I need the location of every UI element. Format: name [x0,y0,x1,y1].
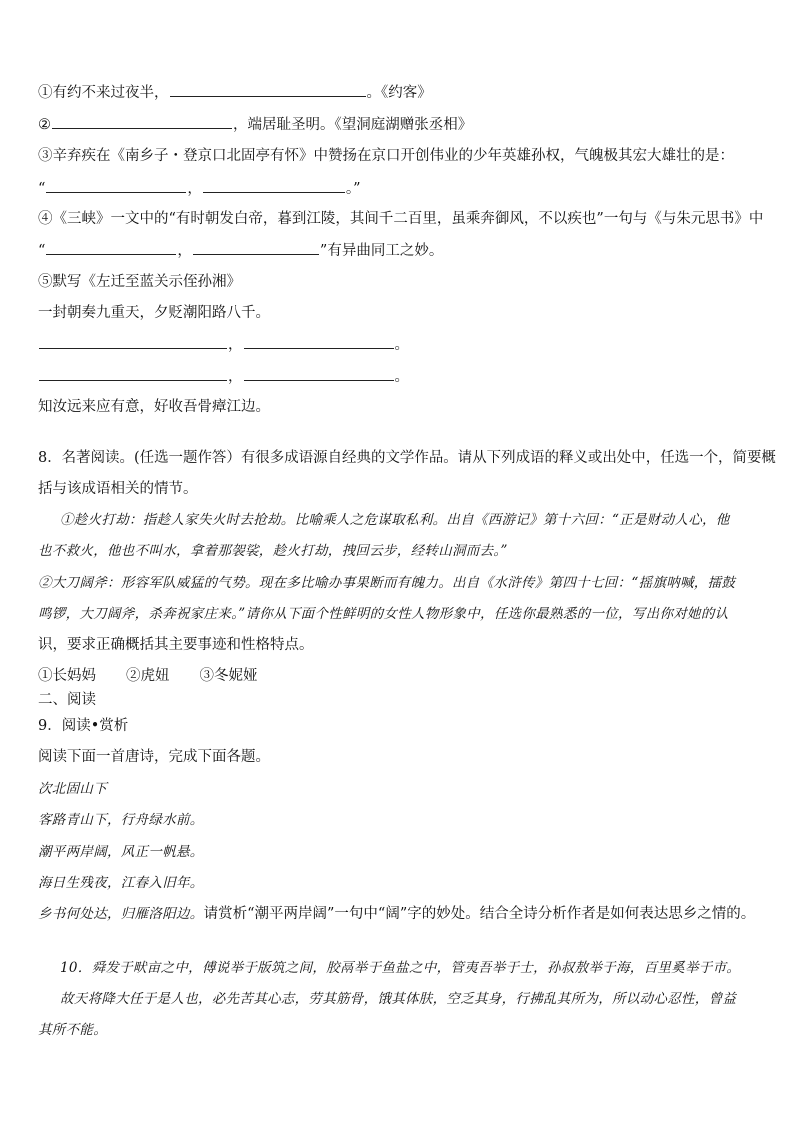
q7-line-11: 知汝远来应有意，好收吾骨瘴江边。 [38,399,270,415]
answer-blank [244,334,394,349]
answer-blank [193,240,319,255]
q10-line-3: 其所不能。 [38,1022,107,1038]
option-2: ②虎妞 [126,668,170,684]
q9-intro: 阅读下面一首唐诗，完成下面各题。 [38,749,270,765]
q9-title: 9．阅读•赏析 [38,718,129,734]
q7-text: 。 [394,369,409,385]
q7-text: 。《约客》 [366,85,432,101]
option-3: ③冬妮娅 [199,668,258,684]
q8-line-4: 也不救火，他也不叫水，拿着那袈裟，趁火打劫，拽回云步，经转山洞而去。” [38,543,508,559]
q8-options [38,666,258,686]
q7-line-5: ④《三峡》一文中的“有时朝发白帝，暮到江陵，其间千二百里，虽乘奔御风，不以疾也”一句与《与朱元思书》中 [38,211,764,227]
answer-blank [52,114,232,129]
q7-line-3: ③辛弃疾在《南乡子・登京口北固亭有怀》中赞扬在京口开创伟业的少年英雄孙权，气魄极其宏大雄壮的是： [38,148,734,164]
q7-line-4 [38,178,361,199]
answer-blank [203,178,345,193]
answer-blank [170,82,366,97]
option-1: ①长妈妈 [38,668,96,684]
q7-line-10 [38,366,409,387]
answer-blank [39,366,227,381]
poem-line-2: 潮平两岸阔，风正一帆悬。 [38,844,204,860]
q7-text: ，端居耻圣明。《望洞庭湖赠张丞相》 [233,117,473,133]
answer-blank [39,334,227,349]
q7-text: ， [177,243,192,259]
q7-line-7: ⑤默写《左迁至蓝关示侄孙湘》 [38,274,241,290]
answer-blank [46,178,186,193]
answer-blank [244,366,394,381]
q7-text: ， [187,181,202,197]
poem-line-3: 海日生残夜，江春入旧年。 [38,875,204,891]
q7-text: ② [38,117,51,133]
q7-line-8: 一封朝奏九重天，夕贬潮阳路八千。 [38,305,270,321]
q8-line-7: 识，要求正确概括其主要事迹和性格特点。 [38,637,314,653]
q8-line-5: ②大刀阔斧：形容军队威猛的气势。现在多比喻办事果断而有魄力。出自《水浒传》第四十七回：“摇旗呐喊，擂鼓 [38,575,736,591]
poem-title: 次北固山下 [38,781,107,797]
poem-line-1: 客路青山下，行舟绿水前。 [38,812,204,828]
q9-question: 请赏析“潮平两岸阔”一句中“阔”字的妙处。结合全诗分析作者是如何表达思乡之情的。 [203,906,756,922]
q7-text: ， [228,337,243,353]
answer-blank [46,240,176,255]
q8-line-3: ①趁火打劫：指趁人家失火时去抢劫。比喻乘人之危谋取私利。出自《西游记》第十六回：“正是财动人心，他 [60,512,730,528]
q10-line-1: 10．舜发于畎亩之中，傅说举于版筑之间，胶鬲举于鱼盐之中，管夷吾举于士，孙叔敖举于海，百里奚举于市。 [60,960,741,976]
q10-line-2: 故天将降大任于是人也，必先苦其心志，劳其筋骨，饿其体肤，空乏其身，行拂乱其所为，所以动心忍性，曾益 [60,991,737,1007]
q7-line-6 [38,240,443,261]
q7-text: “ [38,181,46,197]
q7-text: “ [38,243,46,259]
q7-text: ， [228,369,243,385]
q8-line-1: 8．名著阅读。(任选一题作答）有很多成语源自经典的文学作品。请从下列成语的释义或出处中，任选一个，简要概 [38,450,776,466]
q7-text: ①有约不来过夜半， [38,85,169,101]
poem-text: 乡书何处达，归雁洛阳边。 [38,906,204,922]
q7-text: 。” [345,181,361,197]
section-heading: 二、阅读 [38,692,96,708]
q7-line-1 [38,82,432,103]
q8-line-6: 鸣锣，大刀阔斧，杀奔祝家庄来。”请你从下面个性鲜明的女性人物形象中，任选你最熟悉的一位，写出你对她的认 [38,606,729,622]
q7-text: 。 [394,337,409,353]
q7-text: ”有异曲同工之妙。 [319,243,444,259]
q7-line-9 [38,334,409,355]
poem-line-4 [38,904,755,924]
q8-line-2: 括与该成语相关的情节。 [38,481,198,497]
q7-line-2 [38,114,472,135]
